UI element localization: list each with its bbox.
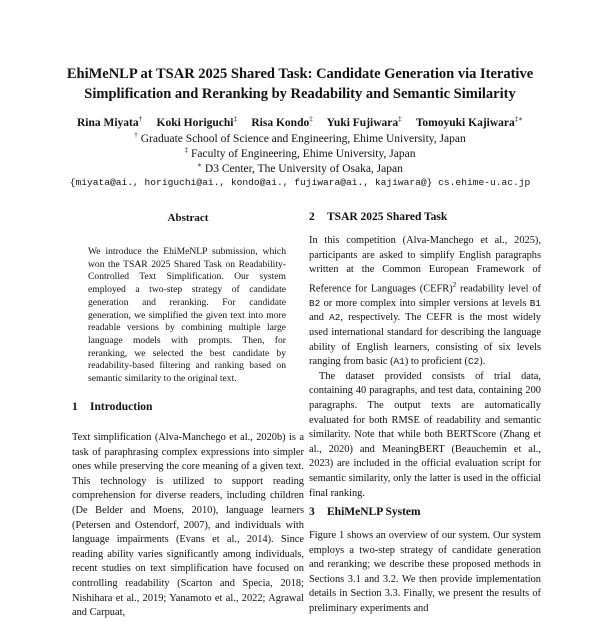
affiliation-mark: † [134,131,138,139]
author-mark: ‡ [309,115,313,123]
section-title: TSAR 2025 Shared Task [327,211,448,223]
author-name: Tomoyuki Kajiwara [415,116,515,129]
text-run: and [309,312,330,324]
footnote-mark: 2 [452,280,457,289]
cefr-level: B1 [529,297,541,309]
title-line-2: Simplification and Reranking by Readability and Semantic Similarity [84,86,516,102]
text-run: , respectively. The CEFR is the most widely used international standard for describing the language ability of English learners, consisting of six levels ranging from basic ( [309,312,541,368]
system-paragraph: Figure 1 shows an overview of our system. Our system employs a two-step strategy of candidate generation and reranking; we describe these proposed methods in Sections 3.1 and 3.2. We then provide implementation details in Section 3.3. Finally, we present the results of preliminary experiments and [309,530,541,614]
system-section-text [309,529,541,614]
affiliation-mark: ‡ [184,146,189,154]
affiliation-text: D3 Center, The University of Osaka, Japan [204,162,403,175]
text-run: or more complex into simpler versions at levels [320,297,530,309]
author-name: Risa Kondo [251,116,310,129]
paper-title [20,64,580,104]
affiliation [20,158,580,177]
text-run: ) to proficient ( [404,356,468,368]
affiliation-text: Graduate School of Science and Engineering, Ehime University, Japan [140,132,466,145]
author-mark: ‡ [233,115,237,123]
section-heading-tsar [309,211,447,223]
author-name: Yuki Fujiwara [326,116,399,129]
tsar-section-text [309,234,541,501]
section-number: 2 [309,211,315,223]
author-emails: {miyata@ai., horiguchi@ai., kondo@ai., fujiwara@ai., kajiwara@} cs.ehime-u.ac.jp [69,177,531,188]
section-heading-introduction [72,401,152,413]
title-line-1: EhiMeNLP at TSAR 2025 Shared Task: Candidate Generation via Iterative [66,66,534,82]
tsar-paragraph-1 [309,234,541,370]
cefr-level: C2 [468,356,480,368]
author-name: Koki Horiguchi [156,116,234,129]
affiliation-mark: ∗ [197,161,202,169]
author-mark: ‡ [398,115,402,123]
cefr-level: A2 [329,312,341,324]
abstract-heading: Abstract [167,212,209,224]
author-mark: ‡∗ [514,115,524,123]
affiliation-text: Faculty of Engineering, Ehime University, Japan [191,147,416,160]
section-number: 3 [309,506,315,518]
section-number: 1 [72,401,78,413]
cefr-level: A1 [393,356,405,368]
abstract-text: We introduce the EhiMeNLP submission, which won the TSAR 2025 Shared Task on Readability-Controlled Text Simplification. Our system employed a two-step strategy of candidate generation and reranking. For candidate generation, we simplified the given text into more readable versions by combining multiple large language models with prompts. Then, for reranking, we selected the best candidate by readability-based filtering and ranking based on semantic similarity to the original text. [88,246,286,385]
tsar-paragraph-2: The dataset provided consists of trial data, containing 40 paragraphs, and test data, containing 200 paragraphs. The output texts are automatically evaluated for both RMSE of readability and semantic similarity. Note that while both BERTScore (Zhang et al., 2020) and MeaningBERT (Beauchemin et al., 2023) are included in the official evaluation script for semantic similarity, only the latter is used in the official final ranking. [309,370,541,499]
author-name: Rina Miyata [76,116,139,129]
introduction-paragraph: Text simplification (Alva-Manchego et al., 2020b) is a task of paraphrasing complex expressions into simpler ones while preserving the core meaning of a given text. This technology is utilized to support reading comprehension for diverse readers, including children (De Belder and Moens, 2010), language learners (Petersen and Ostendorf, 2007), and individuals with language impairments (Evans et al., 2014). Since reading ability varies significantly among individuals, recent studies on text simplification have focused on controlling readability (Scarton and Specia, 2018; Nishihara et al., 2019; Yanamoto et al., 2022; Agrawal and Carpuat, [72,432,304,619]
section-title: Introduction [90,401,153,413]
section-heading-system [309,506,421,518]
introduction-text [72,431,304,619]
text-run: readability level of [456,283,541,295]
cefr-level: B2 [309,297,321,309]
section-title: EhiMeNLP System [327,506,421,518]
author-mark: † [138,115,143,123]
text-run: ). [479,356,486,368]
text-run: In this competition (Alva-Manchego et al., 2025), participants are asked to simplify English paragraphs written at the Common European Framework of Reference for Languages (CEFR) [309,235,541,295]
